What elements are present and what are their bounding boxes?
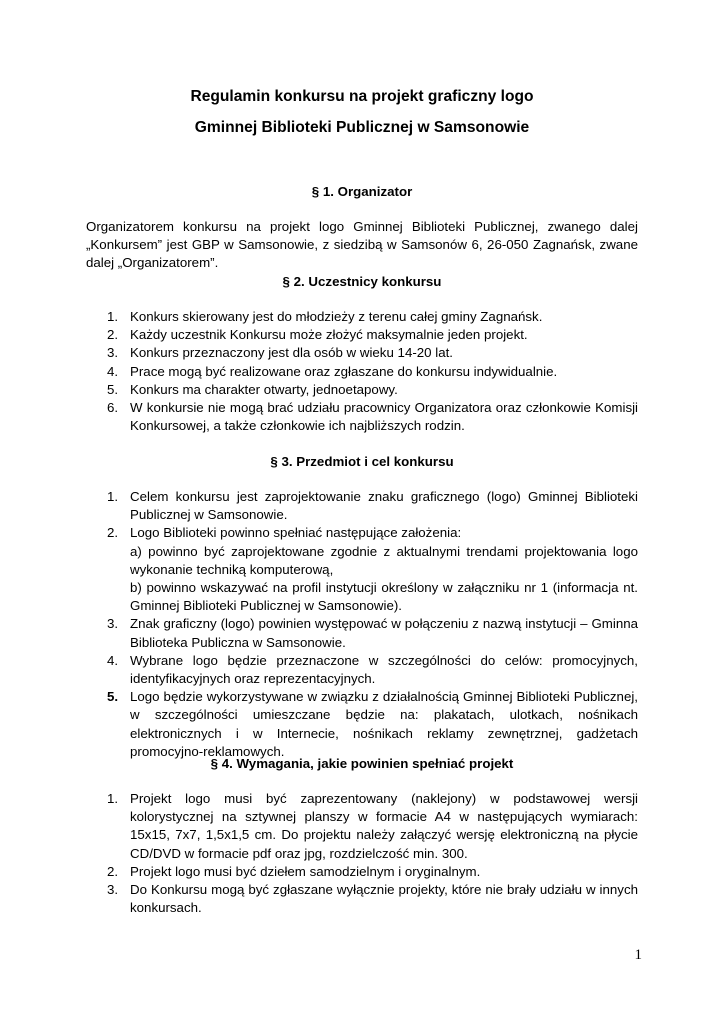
list-item [86, 881, 638, 917]
list-item-text: Konkurs skierowany jest do młodzieży z terenu całej gminy Zagnańsk. [130, 309, 543, 324]
list-item [86, 488, 638, 524]
list-item-number: 3. [107, 616, 119, 632]
list-item-number: 5. [107, 381, 119, 397]
list-item-text: Każdy uczestnik Konkursu może złożyć maksymalnie jeden projekt. [130, 327, 528, 343]
list-subitem-a: a) powinno być zaprojektowane zgodnie z aktualnymi trendami projektowania logo wykonanie techniką komputerową, [130, 543, 638, 577]
list-item-text: Logo Biblioteki powinno spełniać następujące założenia: [130, 525, 462, 541]
list-item [86, 326, 638, 344]
page-number: 1 [634, 947, 642, 963]
document-title-line1: Regulamin konkursu na projekt graficzny logo [190, 88, 534, 105]
list-item-number: 4. [107, 652, 119, 668]
list-item-text: Logo będzie wykorzystywane w związku z działalnością Gminnej Biblioteki Publicznej, w szczególności umieszczane będzie na: plakatach, ulotkach, nośnikach elektronicznych i w Internecie, nośnikach reklamy zewnętrznej, gadżetach promocyjno-reklamowych. [130, 689, 638, 759]
list-item [86, 308, 638, 326]
list-item-number: 6. [107, 400, 119, 416]
list-item-text: Celem konkursu jest zaprojektowanie znaku graficznego (logo) Gminnej Biblioteki Publicznej w Samsonowie. [130, 489, 638, 523]
list-item-number: 1. [107, 791, 119, 806]
section-4-list [86, 790, 638, 917]
list-subitem-b: b) powinno wskazywać na profil instytucji określony w załączniku nr 1 (informacja nt. Gminnej Biblioteki Publicznej w Samsonowie). [130, 580, 638, 614]
list-item-text: Konkurs ma charakter otwarty, jednoetapowy. [130, 381, 398, 397]
list-item-number: 5. [107, 689, 119, 705]
list-item [86, 344, 638, 362]
list-item-number: 4. [107, 363, 119, 379]
list-item-text: Projekt logo musi być zaprezentowany (naklejony) w podstawowej wersji kolorystycznej na sztywnej planszy w formacie A4 w następujących wymiarach: 15x15, 7x7, 1,5x1,5 cm. Do projektu należy załączyć wersję elektroniczną na płycie CD/DVD w formacie pdf oraz jpg, rozdzielczość min. 300. [130, 791, 638, 861]
section-3-heading: § 3. Przedmiot i cel konkursu [270, 454, 454, 469]
list-item-number: 1. [107, 309, 119, 324]
list-item-number: 2. [107, 863, 119, 879]
list-item-text: W konkursie nie mogą brać udziału pracownicy Organizatora oraz członkowie Komisji Konkursowej, a także członkowie ich najbliższych rodzin. [130, 400, 638, 434]
list-item-number: 3. [107, 882, 119, 898]
section-2-heading: § 2. Uczestnicy konkursu [282, 274, 442, 289]
section-1-heading: § 1. Organizator [311, 184, 413, 199]
list-item-text: Znak graficzny (logo) powinien występować w połączeniu z nazwą instytucji – Gminna Biblioteka Publiczna w Samsonowie. [130, 616, 638, 650]
section-2-list [86, 308, 638, 435]
list-item-number: 1. [107, 489, 119, 504]
list-item [86, 399, 638, 435]
list-item-text: Projekt logo musi być dziełem samodzielnym i oryginalnym. [130, 863, 481, 879]
list-item [86, 652, 638, 688]
list-item [86, 363, 638, 381]
list-item [86, 524, 638, 615]
section-3-list [86, 488, 638, 761]
section-4-heading: § 4. Wymagania, jakie powinien spełniać projekt [210, 756, 514, 771]
document-title-line2: Gminnej Biblioteki Publicznej w Samsonowie [194, 119, 530, 136]
list-item-text: Konkurs przeznaczony jest dla osób w wieku 14-20 lat. [130, 345, 453, 361]
list-item [86, 615, 638, 651]
list-item-text: Do Konkursu mogą być zgłaszane wyłącznie projekty, które nie brały udziału w innych konkursach. [130, 882, 638, 916]
list-item-text: Prace mogą być realizowane oraz zgłaszane do konkursu indywidualnie. [130, 363, 558, 379]
list-item [86, 863, 638, 881]
list-item [86, 790, 638, 863]
list-item-text: Wybrane logo będzie przeznaczone w szczególności do celów: promocyjnych, identyfikacyjnych oraz reprezentacyjnych. [130, 652, 638, 687]
list-item [86, 688, 638, 761]
section-1-paragraph: Organizatorem konkursu na projekt logo Gminnej Biblioteki Publicznej, zwanego dalej „Konkursem” jest GBP w Samsonowie, z siedzibą w Samsonów 6, 26-050 Zagnańsk, zwane dalej „Organizatorem”. [86, 219, 638, 271]
list-item [86, 381, 638, 399]
list-item-number: 3. [107, 345, 119, 361]
list-item-number: 2. [107, 327, 119, 343]
list-item-number: 2. [107, 525, 119, 541]
